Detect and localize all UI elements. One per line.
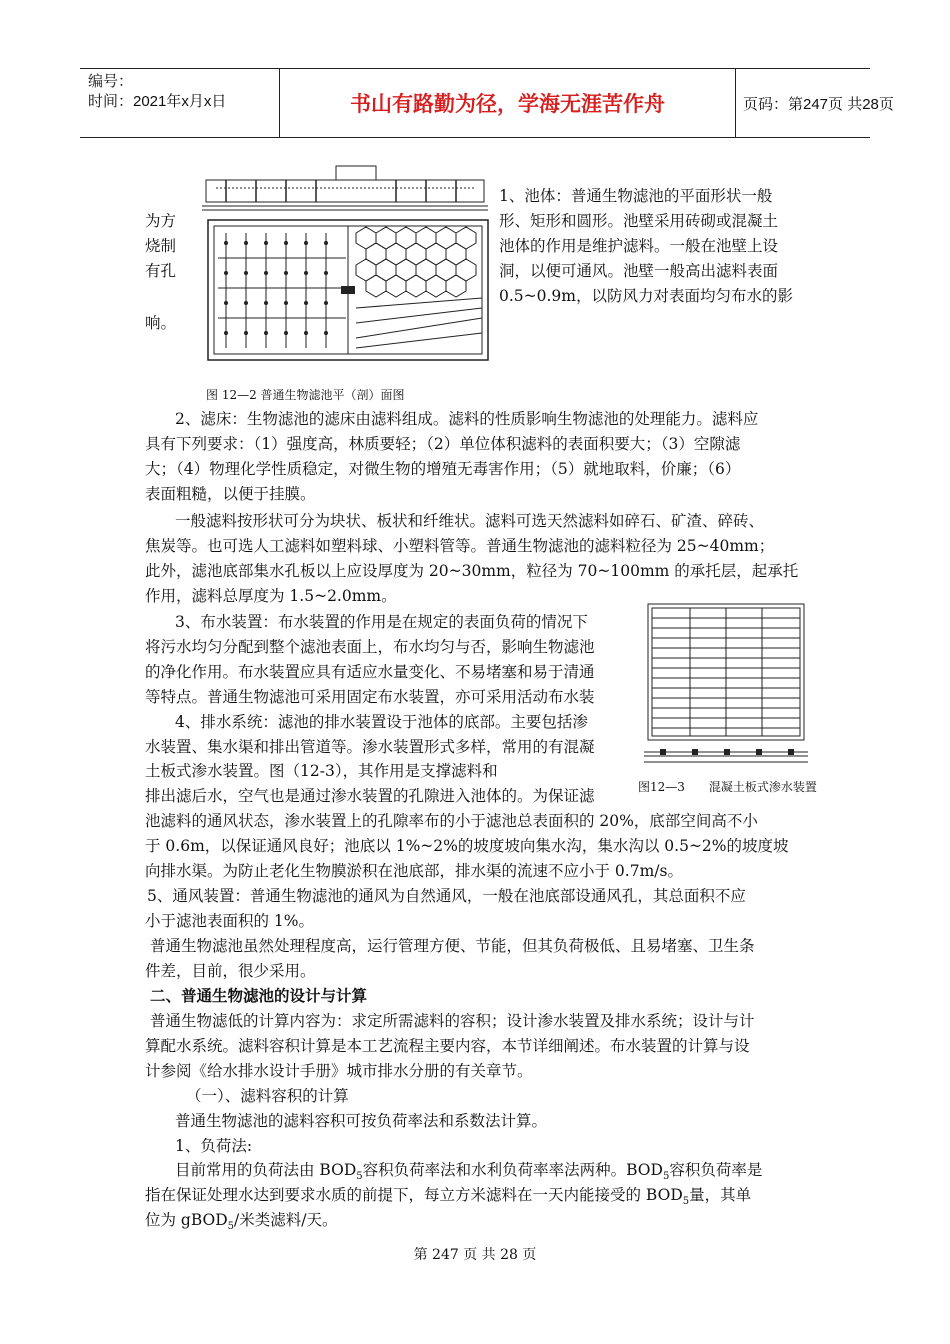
s7-line2: 件差，目前，很少采用。 <box>145 962 316 980</box>
s4-line1: 3、布水装置：布水装置的作用是在规定的表面负荷的情况下 <box>175 613 588 631</box>
s1-line3b: 池体的作用是维护滤料。一般在池壁上设 <box>499 237 779 255</box>
s10-l1a: 目前常用的负荷法由 BOD <box>175 1161 357 1179</box>
s1-line3a: 烧制 <box>145 237 177 255</box>
figure-seepage-plate <box>642 600 812 772</box>
s10-l1c: 容积负荷率是 <box>669 1161 763 1179</box>
s6-line2: 小于滤池表面积的 1%。 <box>145 912 315 930</box>
s1-line4a: 有孔 <box>145 262 177 280</box>
s1-line2b: 形、矩形和圆形。池壁采用砖砌或混凝土 <box>499 212 779 230</box>
s8-line3: 计参阅《给水排水设计手册》城市排水分册的有关章节。 <box>145 1062 533 1080</box>
s9-line: 普通生物滤池的滤料容积可按负荷率法和系数法计算。 <box>175 1112 548 1130</box>
s1-line4b: 洞，以便可通风。池壁一般高出滤料表面 <box>499 262 779 280</box>
s10-line3 <box>145 1208 338 1239</box>
s3-line4: 作用，滤料总厚度为 1.5~2.0mm。 <box>145 587 397 605</box>
s2-line3: 大；（4）物理化学性质稳定，对微生物的增殖无毒害作用；（5）就地取料，价廉；（6） <box>145 460 741 478</box>
s4-line4: 等特点。普通生物滤池可采用固定布水装置，亦可采用活动布水装 <box>145 688 595 706</box>
subheading-volume: （一）、滤料容积的计算 <box>186 1087 349 1105</box>
s5-line3: 土板式渗水装置。图（12-3），其作用是支撑滤料和 <box>145 762 498 780</box>
s10-l3a: 位为 gBOD <box>145 1211 228 1229</box>
s5-line1: 4、排水系统：滤池的排水装置设于池体的底部。主要包括渗 <box>175 713 588 731</box>
s10-sub3: 5 <box>682 1196 690 1208</box>
s10-l3b: /米类滤料/天。 <box>234 1211 338 1229</box>
s4-line2: 将污水均匀分配到整个滤池表面上，布水均匀与否，影响生物滤池 <box>145 638 595 656</box>
s7-line1: 普通生物滤池虽然处理程度高，运行管理方便、节能，但其负荷极低、且易堵塞、卫生条 <box>150 937 755 955</box>
page-footer: 第 247 页 共 28 页 <box>413 1247 537 1263</box>
s10-sub2: 5 <box>662 1171 670 1183</box>
s4-line3: 的净化作用。布水装置应具有适应水量变化、不易堵塞和易于清通 <box>145 663 595 681</box>
figure2-caption: 图12—3 混凝土板式渗水装置 <box>638 780 817 794</box>
s10-l2b: 量，其单 <box>689 1186 752 1204</box>
s10-sub1: 5 <box>356 1171 363 1183</box>
number-label: 编号： <box>88 73 134 90</box>
s1-line2a: 为方 <box>145 212 177 230</box>
s5-line5: 池滤料的通风状态，渗水装置上的孔隙率布的小于滤池总表面积的 20%，底部空间高不小 <box>145 812 758 830</box>
s2-line1: 2、滤床：生物滤池的滤床由滤料组成。滤料的性质影响生物滤池的处理能力。滤料应 <box>175 410 759 428</box>
s3-line1: 一般滤料按形状可分为块状、板状和纤维状。滤料可选天然滤料如碎石、矿渣、碎砖、 <box>175 512 765 530</box>
s2-line4: 表面粗糙，以便于挂膜。 <box>145 485 316 503</box>
section-heading: 二、普通生物滤池的设计与计算 <box>150 987 368 1005</box>
s5-line4: 排出滤后水，空气也是通过渗水装置的孔隙进入池体的。为保证滤 <box>145 787 595 805</box>
s10-sub4: 5 <box>227 1221 235 1233</box>
s2-line2: 具有下列要求：（1）强度高，林质要轻；（2）单位体积滤料的表面积要大；（3）空隙滤 <box>145 435 741 453</box>
header-page-label: 页码：第247页 共28页 <box>743 95 894 113</box>
s5-line2: 水装置、集水渠和排出管道等。渗水装置形式多样，常用的有混凝 <box>145 738 595 756</box>
header-motto: 书山有路勤为径，学海无涯苦作舟 <box>280 69 736 137</box>
s10-l1b: 容积负荷率法和水利负荷率率法两种。BOD <box>362 1161 663 1179</box>
subheading-load: 1、负荷法: <box>175 1137 253 1155</box>
s10-l2a: 指在保证处理水达到要求水质的前提下，每立方米滤料在一天内能接受的 BOD <box>145 1186 683 1204</box>
time-label: 时间：2021年x月x日 <box>88 93 227 110</box>
s8-line1: 普通生物滤低的计算内容为：求定所需滤料的容积；设计渗水装置及排水系统；设计与计 <box>150 1012 755 1030</box>
s5-line7: 向排水渠。为防止老化生物膜淤积在池底部，排水渠的流速不应小于 0.7m/s。 <box>145 862 683 880</box>
figure-filter-plan <box>196 158 496 373</box>
s5-line6: 于 0.6m，以保证通风良好；池底以 1%~2%的坡度坡向集水沟，集水沟以 0.5~2%的坡度坡 <box>145 837 789 855</box>
s1-line1: 1、池体：普通生物滤池的平面形状一般 <box>499 187 773 205</box>
figure1-caption: 图 12—2 普通生物滤池平（剖）面图 <box>206 388 405 402</box>
s3-line2: 焦炭等。也可选人工滤料如塑料球、小塑料管等。普通生物滤池的滤料粒径为 25~40mm； <box>145 537 775 555</box>
s3-line3: 此外，滤池底部集水孔板以上应设厚度为 20~30mm，粒径为 70~100mm 的承托层，起承托 <box>145 562 799 580</box>
s8-line2: 算配水系统。滤料容积计算是本工艺流程主要内容，本节详细阐述。布水装置的计算与设 <box>145 1037 750 1055</box>
page-header <box>80 68 894 138</box>
s1-line5: 0.5~0.9m，以防风力对表面均匀布水的影 <box>499 287 793 305</box>
s1-line6: 响。 <box>145 314 177 332</box>
s6-line1: 5、通风装置：普通生物滤池的通风为自然通风，一般在池底部设通风孔，其总面积不应 <box>147 887 746 905</box>
header-meta <box>80 69 280 137</box>
